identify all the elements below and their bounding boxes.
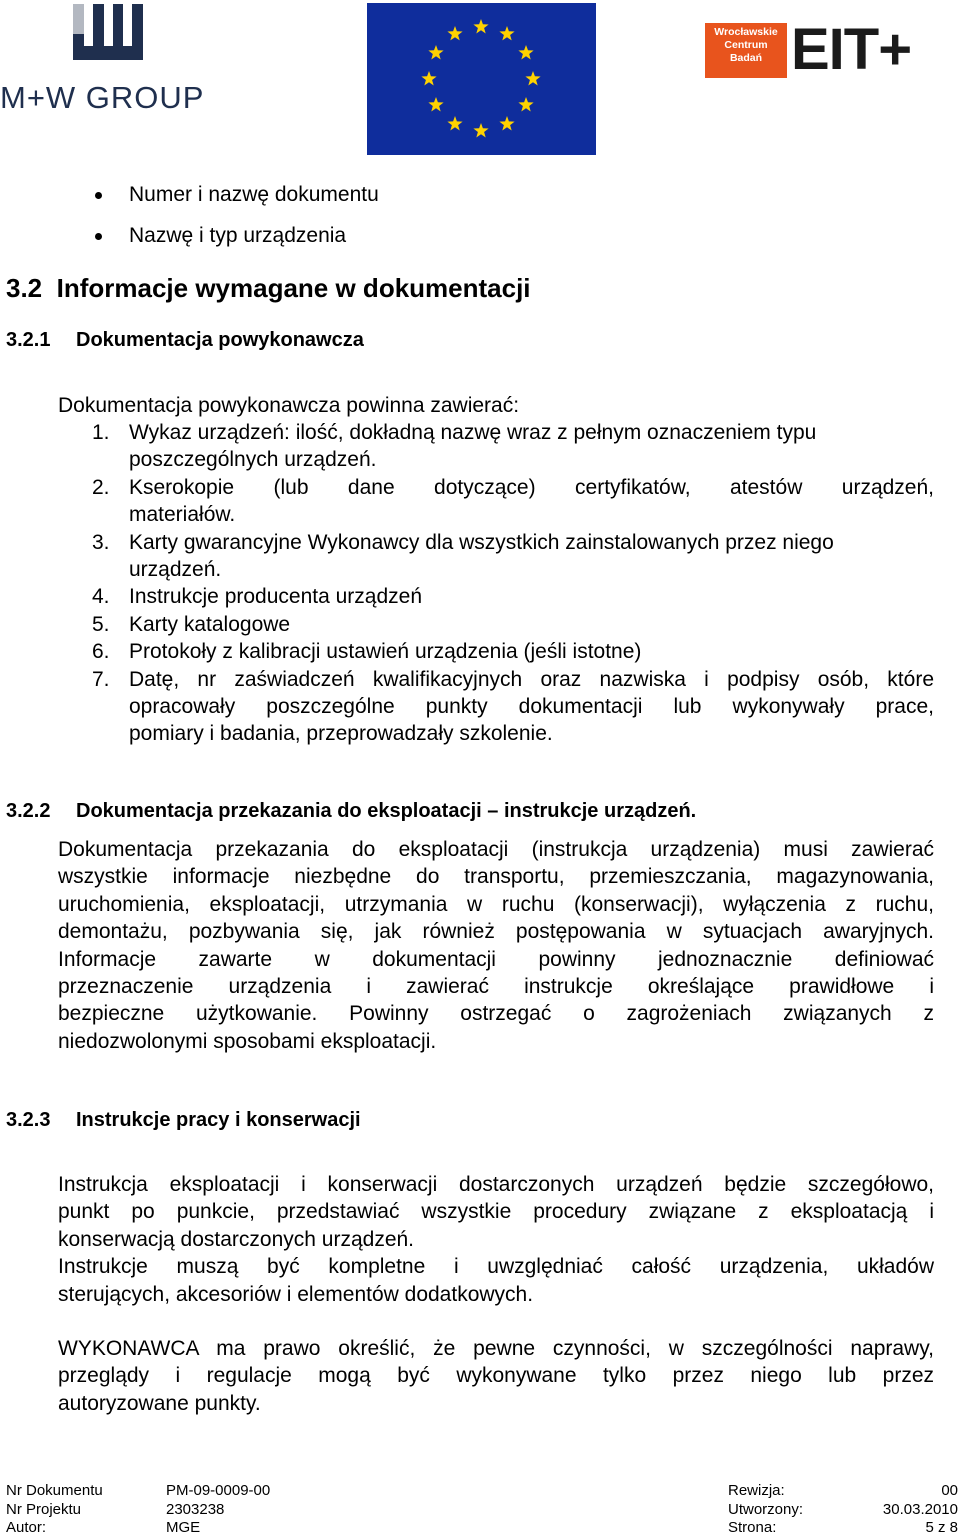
eu-star-icon [428, 45, 443, 60]
footer-author-label: Autor: [6, 1519, 47, 1536]
subsection-title: Dokumentacja przekazania do eksploatacji – instrukcje urządzeń. [76, 800, 697, 822]
list-item [92, 638, 934, 665]
eu-star-icon [421, 71, 436, 86]
footer-page-value: 5 z 8 [925, 1519, 958, 1536]
list-item [92, 419, 934, 474]
list-item [92, 583, 934, 610]
list-line: Karty gwarancyjne Wykonawcy dla wszystkich zainstalowanych przez niego [129, 530, 834, 554]
subsection-title: Instrukcje pracy i konserwacji [76, 1109, 361, 1131]
paragraph-line: wszystkie informacje niezbędne do transportu, przemieszczania, magazynowania, [58, 865, 934, 889]
footer-project-value: 2303238 [166, 1501, 225, 1518]
section-title: Informacje wymagane w dokumentacji [56, 273, 531, 303]
list-item [92, 611, 934, 638]
list-line: Protokoły z kalibracji ustawień urządzenia (jeśli istotne) [129, 640, 642, 664]
eit-logo-line-1: Wrocławskie [714, 26, 778, 38]
paragraph [58, 1335, 934, 1417]
list-line: Wykaz urządzeń: ilość, dokładną nazwę wraz z pełnym oznaczeniem typu [129, 421, 817, 444]
footer-created-label: Utworzony: [728, 1501, 804, 1518]
list-item [92, 666, 934, 748]
subsection-number: 3.2.3 [6, 1109, 51, 1131]
eu-star-icon [428, 97, 443, 112]
eu-star-icon [499, 116, 514, 131]
list-number: 5. [92, 612, 110, 636]
list-number: 7. [92, 667, 110, 691]
list-line: opracowały poszczególne punkty dokumentacji lub wykonywały prace, [129, 695, 934, 719]
numbered-list [92, 419, 934, 748]
list-number: 1. [92, 421, 110, 444]
eu-star-icon [473, 19, 488, 34]
paragraph-line: Instrukcje muszą być kompletne i uwzględniać całość urządzenia, układów [58, 1255, 934, 1279]
bullet-dot [95, 233, 102, 240]
footer-project-label: Nr Projektu [6, 1501, 82, 1518]
paragraph-line: przeznaczenie urządzenia i zawierać instrukcje określające prawidłowe i [58, 975, 934, 999]
list-item [92, 529, 934, 584]
paragraph-line: przeglądy i regulacje mogą być wykonywane tylko przez niego lub przez [58, 1364, 934, 1388]
paragraph-line: konserwacją dostarczonych urządzeń. [58, 1227, 415, 1251]
list-number: 6. [92, 640, 110, 664]
paragraph-line: bezpieczne użytkowanie. Powinny ostrzegać o zagrożeniach związanych z [58, 1002, 934, 1026]
paragraph-line: Informacje zawarte w dokumentacji powinny jednoznacznie definiować [58, 947, 934, 971]
subsection-number: 3.2.1 [6, 329, 51, 351]
paragraph-line: demontażu, pozbywania się, jak również postępowania w sytuacjach awaryjnych. [58, 920, 934, 944]
paragraph-line: niedozwolonymi sposobami eksploatacji. [58, 1029, 437, 1053]
paragraph-line: Dokumentacja przekazania do eksploatacji (instrukcja urządzenia) musi zawierać [58, 838, 934, 861]
paragraph-line: WYKONAWCA ma prawo określić, że pewne czynności, w szczególności naprawy, [58, 1337, 934, 1360]
paragraph-line: sterujących, akcesoriów i elementów dodatkowych. [58, 1282, 534, 1306]
mw-group-logo [0, 0, 215, 115]
footer-author-value: MGE [166, 1519, 201, 1536]
paragraph [58, 836, 934, 1055]
list-line: pomiary i badania, przeprowadzały szkolenie. [129, 722, 553, 746]
list-line: Instrukcje producenta urządzeń [129, 585, 423, 609]
eit-logo-line-2: Centrum [724, 39, 768, 51]
list-line: urządzeń. [129, 558, 222, 582]
eu-flag [367, 3, 596, 155]
eu-star-icon [518, 97, 533, 112]
paragraph-line: punkt po punkcie, przedstawiać wszystkie procedury związane z eksploatacją i [58, 1200, 934, 1224]
list-number: 2. [92, 475, 110, 499]
footer-revision-value: 00 [941, 1482, 958, 1499]
list-line: Karty katalogowe [129, 612, 291, 636]
list-line: Datę, nr zaświadczeń kwalifikacyjnych oraz nazwiska i podpisy osób, które [129, 667, 934, 691]
eit-plus-logo [705, 17, 950, 82]
footer-page-label: Strona: [728, 1519, 777, 1536]
paragraph-line: Instrukcja eksploatacji i konserwacji dostarczonych urządzeń będzie szczegółowo, [58, 1173, 934, 1196]
subsection-heading [6, 1109, 361, 1132]
bullet-dot [95, 192, 102, 199]
eu-star-icon [499, 26, 514, 40]
footer-doc-label: Nr Dokumentu [6, 1482, 103, 1499]
eu-star-icon [447, 116, 462, 131]
intro-text: Dokumentacja powykonawcza powinna zawierać: [58, 394, 520, 417]
subsection-heading [6, 329, 364, 352]
eit-brand-text: EIT+ [791, 17, 912, 82]
footer-doc-value: PM-09-0009-00 [166, 1482, 271, 1499]
eu-star-icon [518, 45, 533, 60]
section-heading [6, 273, 531, 304]
bullet-text: Numer i nazwę dokumentu [129, 183, 379, 206]
eu-star-icon [525, 71, 540, 86]
paragraph-line: uruchomienia, eksploatacji, utrzymania w ruchu (konserwacji), wyłączenia z ruchu, [58, 892, 934, 916]
mw-logo-text: M+W GROUP [0, 80, 205, 115]
paragraph-line: autoryzowane punkty. [58, 1391, 261, 1415]
subsection-number: 3.2.2 [6, 800, 51, 822]
list-number: 4. [92, 585, 110, 609]
eit-logo-box [705, 23, 787, 78]
list-line: materiałów. [129, 503, 236, 527]
paragraph [58, 1171, 934, 1308]
list-line: Kserokopie (lub dane dotyczące) certyfikatów, atestów urządzeń, [129, 475, 934, 499]
footer-revision-label: Rewizja: [728, 1482, 785, 1499]
list-line: poszczególnych urządzeń. [129, 448, 377, 472]
list-number: 3. [92, 530, 110, 554]
eit-logo-line-3: Badań [729, 52, 763, 64]
subsection-heading [6, 800, 696, 823]
bullet-text: Nazwę i typ urządzenia [129, 224, 347, 247]
footer-created-value: 30.03.2010 [882, 1501, 958, 1518]
section-number: 3.2 [6, 273, 43, 303]
subsection-title: Dokumentacja powykonawcza [76, 329, 364, 351]
eu-star-icon [447, 26, 462, 40]
eu-star-icon [473, 123, 488, 138]
list-item [92, 474, 934, 529]
